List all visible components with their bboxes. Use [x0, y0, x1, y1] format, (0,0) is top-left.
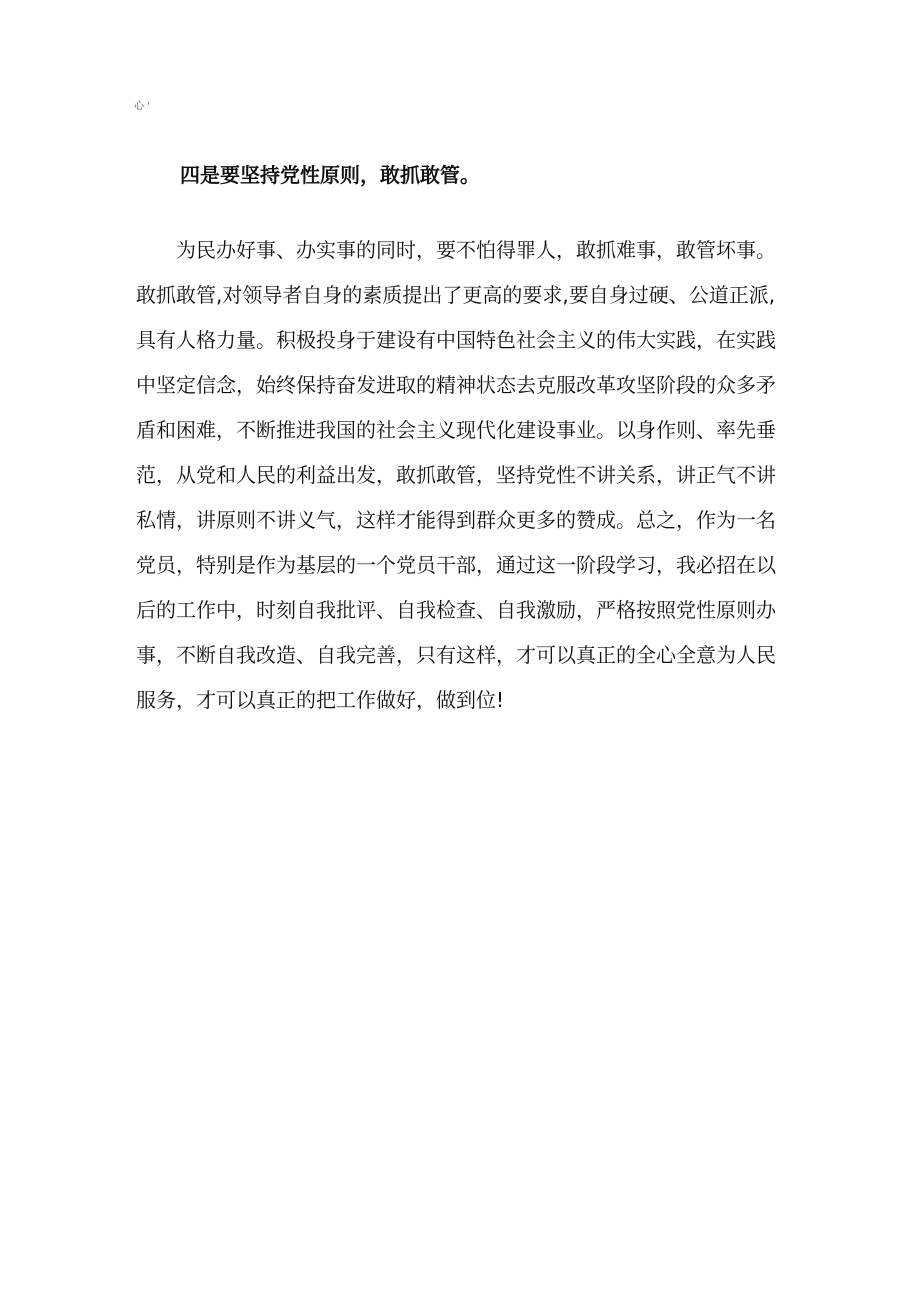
paragraph-line: 为民办好事、办实事的同时，要不怕得罪人，敢抓难事，敢管坏事。 [176, 238, 776, 262]
paragraph-line: 服务，才可以真正的把工作做好，做到位! [136, 688, 505, 712]
paragraph-line: 后的工作中，时刻自我批评、自我检查、自我激励，严格按照党性原则办 [136, 598, 776, 622]
paragraph-line: 中坚定信念，始终保持奋发进取的精神状态去克服改革攻坚阶段的众多矛 [136, 373, 776, 397]
paragraph-line: 盾和困难，不断推进我国的社会主义现代化建设事业。以身作则、率先垂 [136, 418, 776, 442]
header-mark: 心 ' [134, 101, 150, 112]
paragraph-line: 范，从党和人民的利益出发，敢抓敢管，坚持党性不讲关系，讲正气不讲 [136, 463, 776, 487]
paragraph-line: 敢抓敢管,对领导者自身的素质提出了更高的要求,要自身过硬、公道正派, [136, 283, 776, 307]
paragraph-line: 私情，讲原则不讲义气，这样才能得到群众更多的赞成。总之，作为一名 [136, 508, 776, 532]
section-heading: 四是要坚持党性原则，敢抓敢管。 [180, 163, 480, 187]
paragraph-line: 党员，特别是作为基层的一个党员干部，通过这一阶段学习，我必招在以 [136, 553, 776, 577]
body-paragraph [136, 228, 796, 723]
paragraph-line: 事，不断自我改造、自我完善，只有这样，才可以真正的全心全意为人民 [136, 643, 776, 667]
paragraph-line: 具有人格力量。积极投身于建设有中国特色社会主义的伟大实践，在实践 [136, 328, 776, 352]
